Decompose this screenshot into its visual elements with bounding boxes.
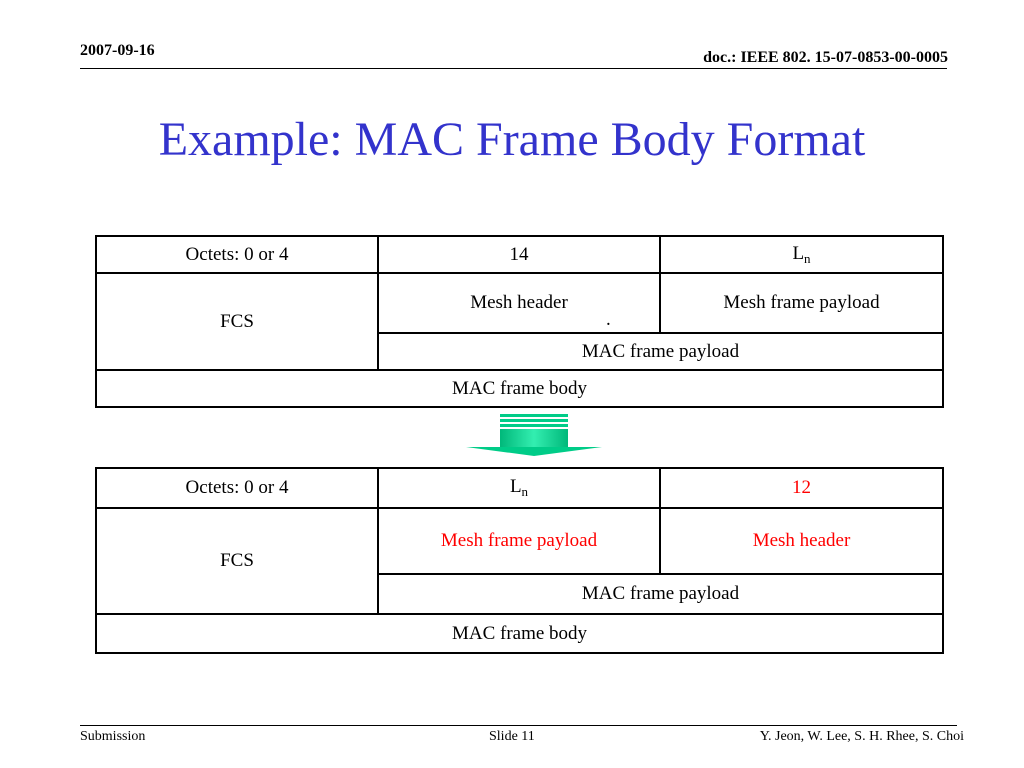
mac-frame-payload-cell: MAC frame payload [378, 333, 943, 370]
fcs-cell: FCS [96, 273, 378, 370]
header-divider [80, 68, 947, 69]
footer-divider [80, 725, 957, 726]
frame-format-table-original [95, 235, 944, 408]
header-date: 2007-09-16 [80, 42, 155, 59]
slide-title: Example: MAC Frame Body Format [158, 113, 866, 166]
down-arrow-icon [466, 414, 602, 458]
octets-label-cell: Octets: 0 or 4 [96, 468, 378, 508]
mesh-frame-payload-cell: Mesh frame payload [660, 273, 943, 333]
payload-size-cell [660, 236, 943, 273]
footer-authors: Y. Jeon, W. Lee, S. H. Rhee, S. Choi [759, 729, 964, 744]
stray-dot: . [606, 309, 611, 330]
mac-frame-body-cell: MAC frame body [96, 614, 943, 653]
mesh-frame-payload-cell: Mesh frame payload [378, 508, 660, 574]
size-subscript: n [804, 250, 811, 266]
mac-frame-body-cell: MAC frame body [96, 370, 943, 407]
fcs-cell: FCS [96, 508, 378, 614]
mesh-header-size-cell: 14 [378, 236, 660, 273]
header-doc-id: doc.: IEEE 802. 15-07-0853-00-0005 [703, 49, 948, 66]
footer-slide-number: Slide 11 [489, 729, 535, 744]
mesh-header-cell: Mesh header [660, 508, 943, 574]
mesh-header-cell: Mesh header [378, 273, 660, 333]
mac-frame-payload-cell: MAC frame payload [378, 574, 943, 614]
size-base: L [509, 476, 522, 497]
size-subscript: n [521, 484, 529, 499]
footer-submission: Submission [80, 729, 146, 744]
octets-label-cell: Octets: 0 or 4 [96, 236, 378, 273]
frame-format-table-reversed [95, 467, 944, 654]
mesh-header-size-cell: 12 [660, 468, 943, 508]
size-base: L [792, 242, 805, 264]
payload-size-cell [378, 468, 660, 508]
